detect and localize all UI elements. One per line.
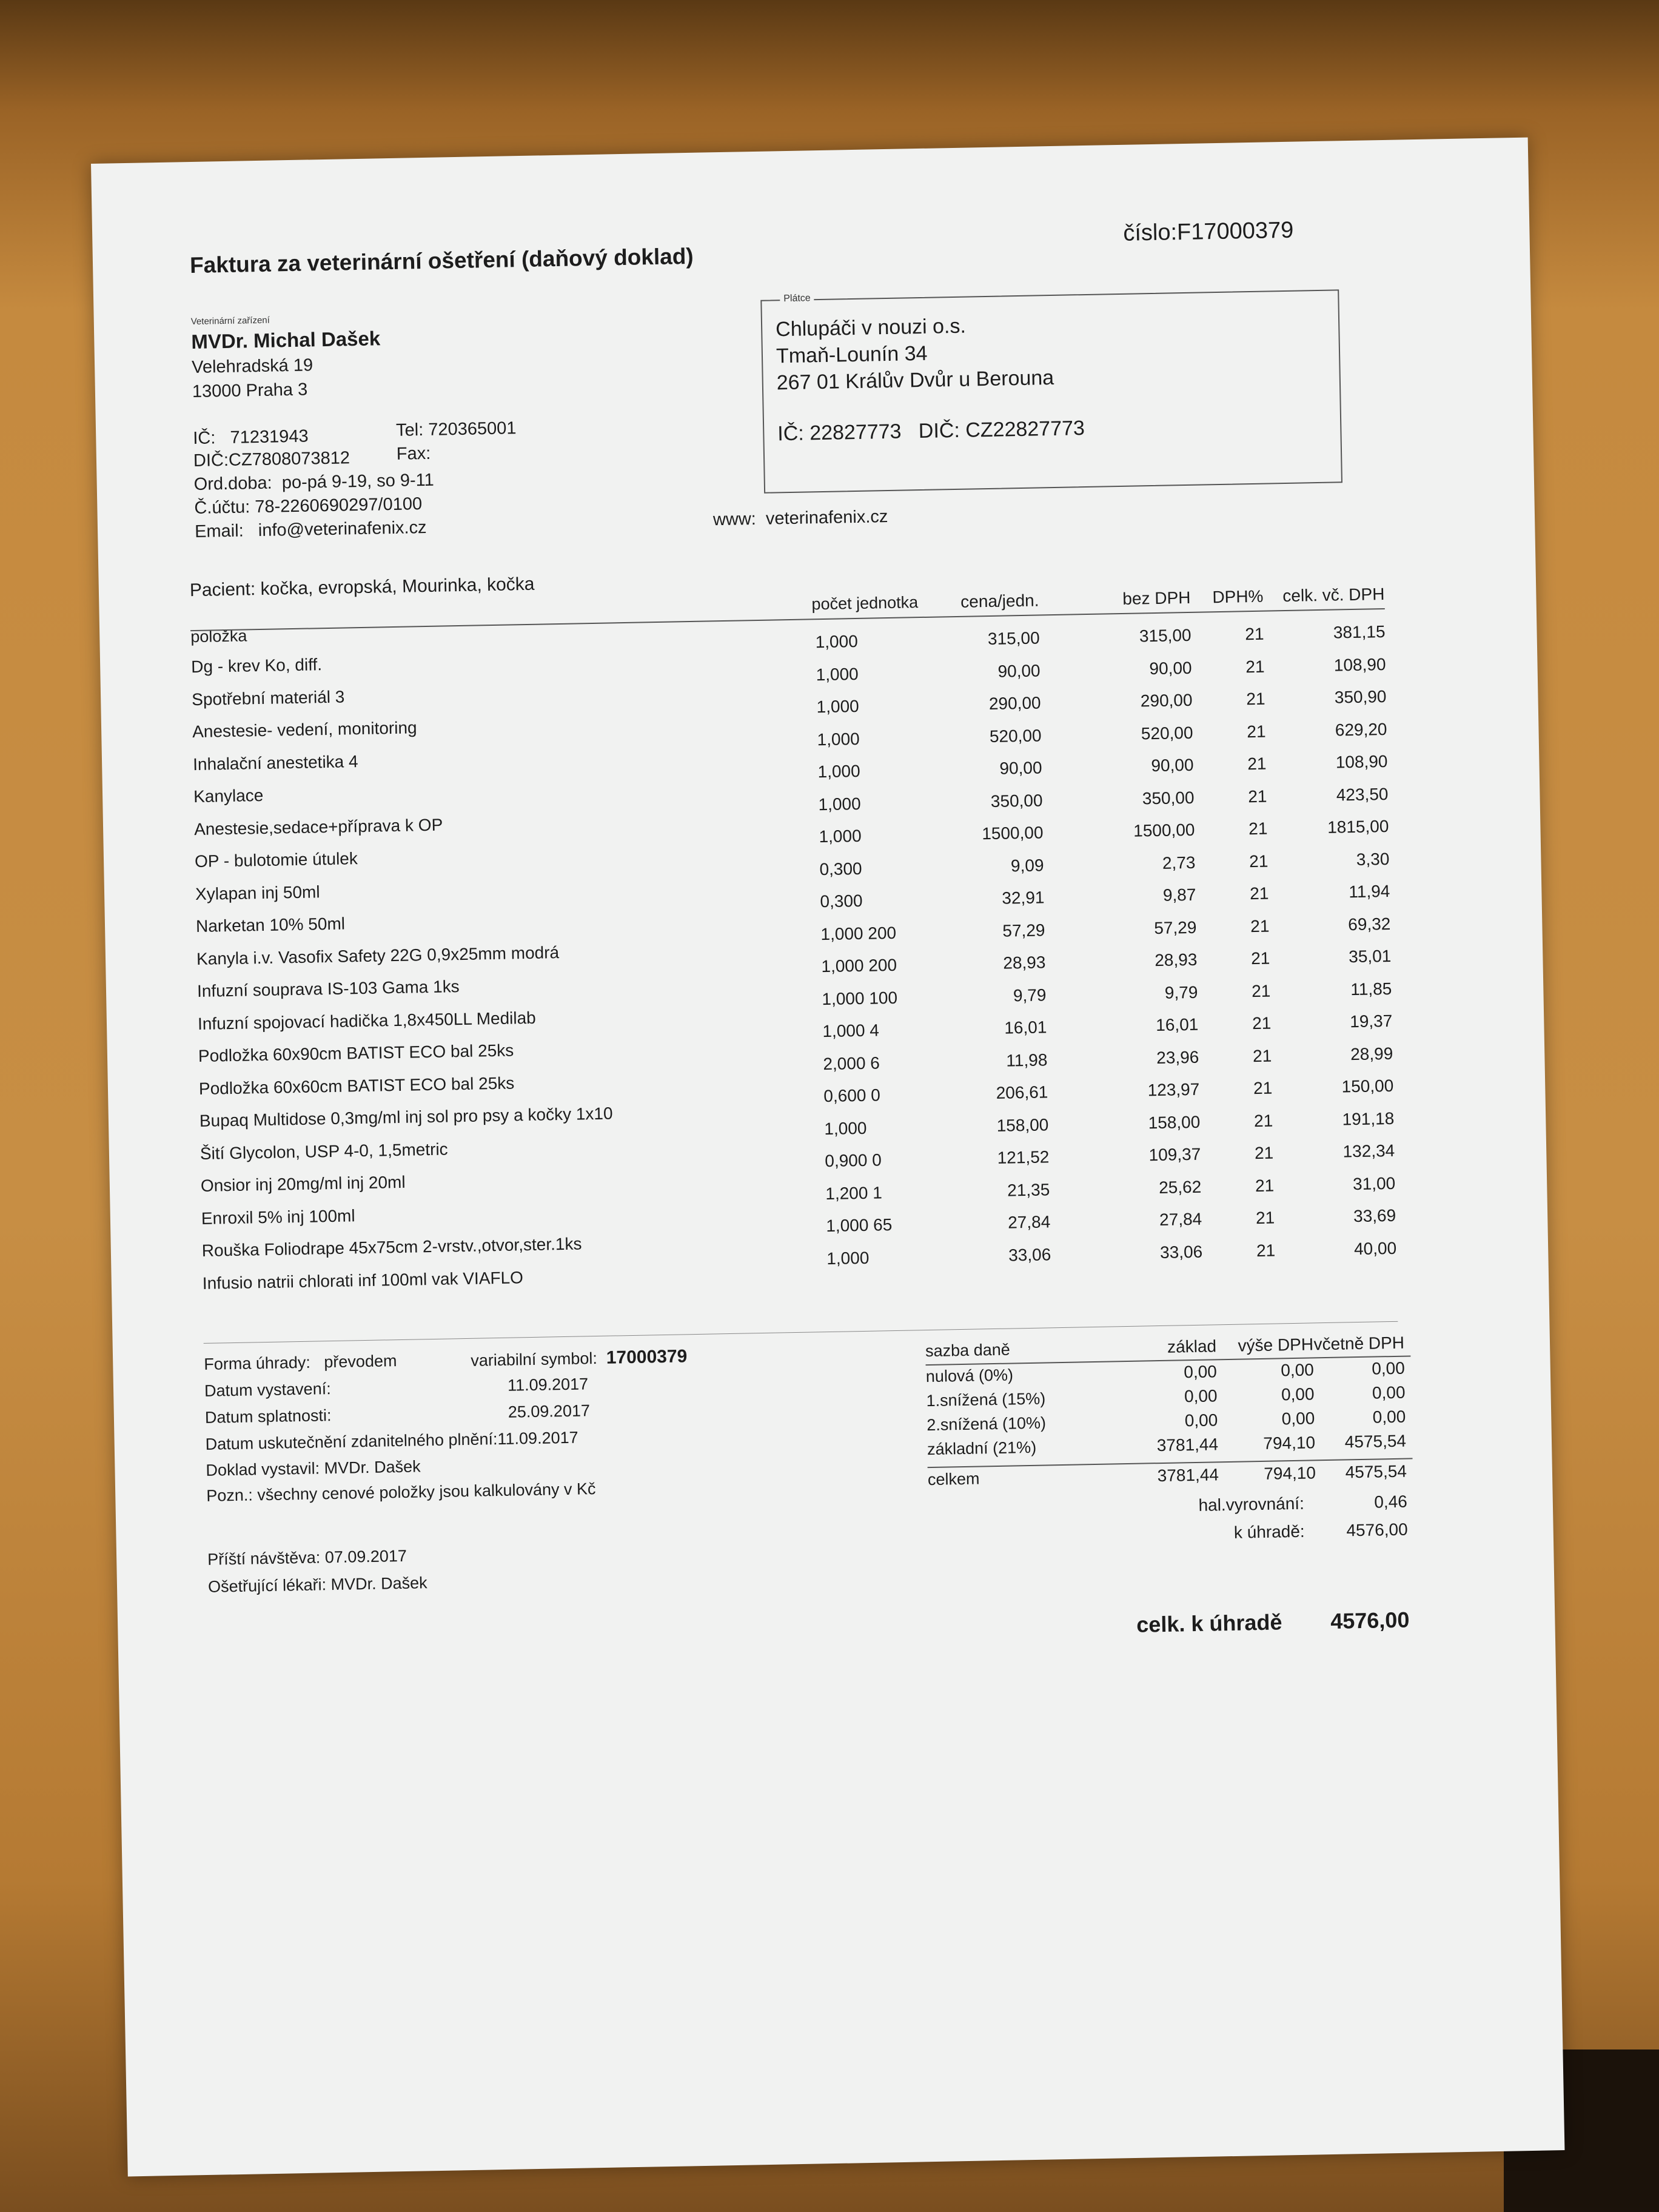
item-unit-price: 9,09 bbox=[1010, 855, 1044, 875]
payer-dic-label: DIČ: bbox=[918, 418, 960, 443]
seller-street: Velehradská 19 bbox=[191, 355, 313, 378]
seller-fax: Fax: bbox=[396, 443, 431, 464]
item-total: 28,99 bbox=[1350, 1044, 1393, 1064]
vat-rate: 1.snížená (15%) bbox=[926, 1389, 1046, 1410]
item-qty: 1,000 200 bbox=[821, 955, 897, 976]
item-name: Infuzní spojovací hadička 1,8x450LL Medilab bbox=[197, 1008, 536, 1033]
item-vat-pct: 21 bbox=[1247, 786, 1267, 806]
rounding-label: hal.vyrovnání: bbox=[1198, 1493, 1305, 1515]
item-vat-pct: 21 bbox=[1251, 981, 1271, 1000]
item-total: 40,00 bbox=[1353, 1238, 1397, 1258]
vat-amount: 0,00 bbox=[1281, 1384, 1315, 1404]
variable-symbol-value: 17000379 bbox=[606, 1346, 688, 1368]
taxable-date-label: Datum uskutečnění zdanitelného plnění: bbox=[205, 1430, 498, 1453]
item-unit-price: 28,93 bbox=[1003, 953, 1046, 973]
item-total: 629,20 bbox=[1335, 719, 1387, 740]
seller-name: MVDr. Michal Dašek bbox=[191, 327, 381, 354]
invoice-title: Faktura za veterinární ošetření (daňový doklad) bbox=[189, 243, 694, 278]
seller-email-value: info@veterinafenix.cz bbox=[258, 517, 427, 541]
item-unit-price: 158,00 bbox=[996, 1114, 1049, 1135]
item-net: 2,73 bbox=[1162, 853, 1196, 873]
item-net: 109,37 bbox=[1148, 1144, 1201, 1165]
item-name: Onsior inj 20mg/ml inj 20ml bbox=[200, 1172, 406, 1195]
item-qty: 1,000 bbox=[819, 826, 862, 846]
payment-method-label: Forma úhrady: bbox=[204, 1353, 311, 1373]
seller-tel bbox=[396, 418, 517, 441]
item-net: 158,00 bbox=[1148, 1112, 1201, 1132]
item-unit-price: 27,84 bbox=[1007, 1212, 1051, 1232]
item-unit-price: 290,00 bbox=[988, 693, 1041, 714]
seller-hours bbox=[193, 471, 434, 495]
item-qty: 1,000 bbox=[815, 631, 859, 652]
issued-value: 11.09.2017 bbox=[507, 1375, 589, 1395]
col-header-vat-pct: DPH% bbox=[1212, 586, 1264, 607]
vat-incl: 0,00 bbox=[1371, 1358, 1406, 1378]
item-name: Dg - krev Ko, diff. bbox=[190, 655, 323, 677]
patient-line: Pacient: kočka, evropská, Mourinka, kočka bbox=[189, 574, 535, 601]
invoice-number-label: číslo: bbox=[1123, 220, 1178, 246]
seller-ic bbox=[193, 427, 309, 449]
item-qty: 0,300 bbox=[819, 859, 862, 879]
item-qty: 1,000 bbox=[817, 729, 860, 749]
item-unit-price: 121,52 bbox=[997, 1147, 1050, 1167]
col-header-qty-unit: počet jednotka bbox=[811, 593, 919, 614]
attending-doctor bbox=[208, 1574, 427, 1597]
item-name: OP - bulotomie útulek bbox=[194, 849, 358, 871]
item-net: 9,87 bbox=[1162, 885, 1196, 905]
item-vat-pct: 21 bbox=[1247, 722, 1266, 741]
item-name: Podložka 60x60cm BATIST ECO bal 25ks bbox=[198, 1073, 515, 1098]
item-name: Kanyla i.v. Vasofix Safety 22G 0,9x25mm modrá bbox=[196, 942, 560, 968]
item-total: 191,18 bbox=[1342, 1108, 1395, 1128]
item-net: 33,06 bbox=[1159, 1242, 1203, 1262]
attending-doctor-label: Ošetřující lékaři: bbox=[207, 1575, 327, 1596]
seller-www bbox=[713, 507, 888, 530]
taxable-date bbox=[205, 1429, 578, 1454]
item-unit-price: 520,00 bbox=[989, 725, 1042, 746]
payer-ids bbox=[777, 417, 1085, 446]
item-qty: 1,000 200 bbox=[820, 923, 897, 943]
seller-account bbox=[194, 494, 422, 518]
payer-city: 267 01 Králův Dvůr u Berouna bbox=[776, 366, 1054, 395]
item-unit-price: 9,79 bbox=[1013, 985, 1047, 1005]
vat-amount: 0,00 bbox=[1281, 1360, 1315, 1380]
item-net: 27,84 bbox=[1159, 1209, 1202, 1229]
item-total: 35,01 bbox=[1348, 946, 1392, 967]
variable-symbol-label: variabilní symbol: bbox=[471, 1349, 598, 1370]
attending-doctor-value: MVDr. Dašek bbox=[330, 1574, 427, 1594]
vat-base: 0,00 bbox=[1184, 1410, 1218, 1430]
vat-incl: 4575,54 bbox=[1344, 1431, 1407, 1452]
item-vat-pct: 21 bbox=[1248, 851, 1269, 871]
item-qty: 1,000 bbox=[818, 794, 861, 814]
item-vat-pct: 21 bbox=[1250, 948, 1270, 968]
vat-rate: 2.snížená (10%) bbox=[927, 1413, 1047, 1435]
item-vat-pct: 21 bbox=[1253, 1078, 1273, 1098]
item-vat-pct: 21 bbox=[1247, 754, 1267, 774]
payment-method bbox=[204, 1352, 397, 1374]
item-name: Infuzní souprava IS-103 Gama 1ks bbox=[196, 977, 460, 1001]
seller-email-label: Email: bbox=[194, 521, 244, 541]
item-net: 290,00 bbox=[1140, 690, 1193, 711]
item-net: 28,93 bbox=[1155, 950, 1198, 970]
item-vat-pct: 21 bbox=[1252, 1046, 1272, 1065]
item-name: Kanylace bbox=[193, 785, 264, 806]
grand-total-label: celk. k úhradě bbox=[1136, 1609, 1282, 1637]
vat-amount: 794,10 bbox=[1263, 1433, 1316, 1453]
item-unit-price: 350,00 bbox=[990, 790, 1043, 811]
item-vat-pct: 21 bbox=[1245, 624, 1264, 644]
item-qty: 1,000 bbox=[824, 1118, 867, 1138]
seller-ic-value: 71231943 bbox=[230, 426, 309, 447]
item-total: 19,37 bbox=[1349, 1011, 1393, 1031]
item-net: 520,00 bbox=[1141, 723, 1193, 743]
item-name: Spotřební materiál 3 bbox=[191, 686, 345, 709]
vat-total-vat: 794,10 bbox=[1263, 1463, 1316, 1483]
item-qty: 1,000 bbox=[826, 1248, 870, 1268]
payer-box bbox=[760, 289, 1342, 493]
payer-dic-value: CZ22827773 bbox=[965, 417, 1085, 442]
seller-caption: Veterinární zařízení bbox=[190, 315, 270, 327]
item-total: 11,94 bbox=[1349, 881, 1390, 902]
issuer bbox=[206, 1457, 421, 1480]
vat-incl: 0,00 bbox=[1372, 1407, 1406, 1427]
grand-total-value: 4576,00 bbox=[1330, 1607, 1410, 1634]
item-net: 123,97 bbox=[1147, 1079, 1200, 1100]
seller-tel-label: Tel: bbox=[395, 420, 424, 440]
seller-dic-label: DIČ: bbox=[193, 450, 229, 471]
seller-hours-value: po-pá 9-19, so 9-11 bbox=[281, 470, 435, 493]
item-name: Bupaq Multidose 0,3mg/ml inj sol pro psy a kočky 1x10 bbox=[199, 1104, 613, 1130]
item-qty: 1,200 1 bbox=[825, 1182, 883, 1203]
seller-account-label: Č.účtu: bbox=[194, 497, 250, 518]
due-value: 25.09.2017 bbox=[508, 1401, 591, 1421]
item-vat-pct: 21 bbox=[1250, 916, 1270, 936]
seller-tel-value: 720365001 bbox=[428, 418, 517, 440]
currency-note: Pozn.: všechny cenové položky jsou kalkulovány v Kč bbox=[206, 1480, 596, 1505]
item-total: 108,90 bbox=[1333, 654, 1386, 675]
vat-base: 0,00 bbox=[1184, 1386, 1218, 1406]
next-visit bbox=[207, 1547, 407, 1569]
due-label: Datum splatnosti: bbox=[204, 1406, 332, 1427]
item-qty: 1,000 bbox=[816, 664, 859, 684]
item-net: 23,96 bbox=[1156, 1047, 1199, 1067]
item-total: 3,30 bbox=[1356, 849, 1390, 869]
invoice-paper bbox=[91, 138, 1564, 2177]
vat-amount: 0,00 bbox=[1281, 1409, 1315, 1429]
payer-ic-label: IČ: bbox=[777, 421, 805, 446]
seller-dic-value: CZ7808073812 bbox=[228, 448, 350, 470]
item-total: 31,00 bbox=[1352, 1173, 1396, 1193]
invoice-number-value: F17000379 bbox=[1176, 217, 1294, 246]
payment-method-value: převodem bbox=[324, 1352, 397, 1372]
item-net: 16,01 bbox=[1155, 1014, 1199, 1035]
item-vat-pct: 21 bbox=[1255, 1176, 1275, 1195]
item-vat-pct: 21 bbox=[1246, 689, 1265, 709]
item-name: Inhalační anestetika 4 bbox=[192, 751, 358, 774]
vat-rate: nulová (0%) bbox=[925, 1366, 1014, 1386]
item-net: 25,62 bbox=[1158, 1177, 1202, 1197]
vat-total-incl: 4575,54 bbox=[1345, 1461, 1407, 1482]
item-vat-pct: 21 bbox=[1248, 819, 1268, 839]
item-name: Enroxil 5% inj 100ml bbox=[201, 1205, 355, 1228]
payer-name: Chlupáči v nouzi o.s. bbox=[775, 314, 967, 341]
item-name: Xylapan inj 50ml bbox=[195, 882, 320, 903]
vat-base: 3781,44 bbox=[1156, 1435, 1219, 1455]
col-header-total: celk. vč. DPH bbox=[1282, 585, 1385, 606]
item-name: Infusio natrii chlorati inf 100ml vak VIAFLO bbox=[202, 1267, 524, 1293]
item-qty: 1,000 bbox=[817, 761, 860, 782]
item-unit-price: 33,06 bbox=[1008, 1244, 1051, 1265]
vat-incl: 0,00 bbox=[1372, 1382, 1406, 1403]
item-vat-pct: 21 bbox=[1245, 657, 1265, 676]
variable-symbol bbox=[471, 1346, 688, 1371]
item-total: 150,00 bbox=[1341, 1076, 1394, 1096]
col-header-item: položka bbox=[190, 626, 247, 646]
item-vat-pct: 21 bbox=[1255, 1208, 1275, 1228]
item-vat-pct: 21 bbox=[1256, 1241, 1276, 1260]
seller-hours-label: Ord.doba: bbox=[193, 473, 272, 494]
item-unit-price: 11,98 bbox=[1006, 1050, 1048, 1070]
payer-street: Tmaň-Lounín 34 bbox=[776, 341, 928, 368]
item-qty: 0,600 0 bbox=[823, 1085, 881, 1106]
item-vat-pct: 21 bbox=[1254, 1143, 1274, 1163]
item-qty: 0,900 0 bbox=[825, 1150, 882, 1171]
taxable-date-value: 11.09.2017 bbox=[497, 1428, 578, 1449]
issuer-value: MVDr. Dašek bbox=[324, 1457, 421, 1478]
item-unit-price: 206,61 bbox=[996, 1082, 1048, 1102]
item-total: 108,90 bbox=[1335, 751, 1388, 772]
item-unit-price: 32,91 bbox=[1002, 888, 1045, 908]
item-net: 9,79 bbox=[1164, 982, 1198, 1002]
seller-ic-label: IČ: bbox=[193, 428, 216, 448]
item-net: 1500,00 bbox=[1133, 820, 1195, 840]
item-unit-price: 90,00 bbox=[997, 660, 1041, 681]
vat-rate: základní (21%) bbox=[927, 1438, 1037, 1459]
item-qty: 1,000 4 bbox=[822, 1021, 880, 1041]
seller-city: 13000 Praha 3 bbox=[192, 380, 308, 402]
item-name: Anestesie- vedení, monitoring bbox=[192, 718, 417, 742]
seller-www-value: veterinafenix.cz bbox=[765, 507, 888, 529]
to-pay-value: 4576,00 bbox=[1346, 1520, 1408, 1540]
item-net: 350,00 bbox=[1142, 788, 1195, 808]
item-unit-price: 21,35 bbox=[1007, 1179, 1050, 1200]
vat-header-base: základ bbox=[1167, 1336, 1217, 1356]
item-total: 1815,00 bbox=[1327, 816, 1389, 837]
item-name: Anestesie,sedace+příprava k OP bbox=[193, 815, 443, 839]
vat-header-incl: včetně DPH bbox=[1313, 1333, 1405, 1354]
next-visit-label: Příští návštěva: bbox=[207, 1548, 321, 1569]
payer-caption: Plátce bbox=[780, 293, 814, 304]
item-name: Šití Glycolon, USP 4-0, 1,5metric bbox=[199, 1139, 448, 1163]
item-unit-price: 1500,00 bbox=[981, 823, 1044, 843]
payer-ic-value: 22827773 bbox=[809, 420, 902, 445]
item-vat-pct: 21 bbox=[1252, 1013, 1272, 1033]
item-qty: 1,000 bbox=[816, 696, 859, 717]
item-vat-pct: 21 bbox=[1253, 1111, 1273, 1130]
vat-header-rate: sazba daně bbox=[925, 1340, 1010, 1361]
seller-account-value: 78-2260690297/0100 bbox=[255, 494, 423, 517]
next-visit-value: 07.09.2017 bbox=[324, 1546, 407, 1567]
vat-header-vat: výše DPH bbox=[1238, 1335, 1314, 1355]
seller-email bbox=[195, 518, 427, 542]
item-unit-price: 57,29 bbox=[1002, 920, 1045, 940]
item-total: 69,32 bbox=[1347, 914, 1391, 934]
item-total: 132,34 bbox=[1342, 1141, 1395, 1161]
rounding-value: 0,46 bbox=[1374, 1492, 1408, 1512]
seller-www-label: www: bbox=[712, 509, 757, 530]
item-unit-price: 315,00 bbox=[987, 628, 1040, 649]
item-net: 57,29 bbox=[1154, 917, 1197, 937]
item-net: 315,00 bbox=[1139, 625, 1191, 646]
item-net: 90,00 bbox=[1149, 658, 1192, 678]
item-qty: 2,000 6 bbox=[823, 1053, 880, 1073]
item-qty: 0,300 bbox=[820, 891, 863, 911]
col-header-net: bez DPH bbox=[1122, 588, 1191, 608]
col-header-unit-price: cena/jedn. bbox=[960, 591, 1039, 611]
item-unit-price: 16,01 bbox=[1004, 1017, 1047, 1037]
item-total: 350,90 bbox=[1334, 686, 1387, 707]
seller-dic bbox=[193, 448, 350, 471]
item-name: Rouška Foliodrape 45x75cm 2-vrstv.,otvor,ster.1ks bbox=[201, 1234, 582, 1260]
item-total: 33,69 bbox=[1353, 1205, 1396, 1226]
to-pay-label: k úhradě: bbox=[1233, 1521, 1305, 1542]
item-unit-price: 90,00 bbox=[999, 758, 1042, 778]
vat-total-base: 3781,44 bbox=[1157, 1465, 1219, 1486]
item-total: 381,15 bbox=[1333, 622, 1386, 642]
vat-base: 0,00 bbox=[1184, 1362, 1218, 1382]
issued-label: Datum vystavení: bbox=[204, 1379, 331, 1400]
item-vat-pct: 21 bbox=[1249, 883, 1269, 903]
vat-total-rate: celkem bbox=[927, 1469, 980, 1489]
issuer-label: Doklad vystavil: bbox=[206, 1459, 320, 1480]
item-name: Narketan 10% 50ml bbox=[195, 914, 346, 936]
item-qty: 1,000 65 bbox=[826, 1215, 893, 1236]
item-total: 11,85 bbox=[1350, 979, 1392, 999]
item-net: 90,00 bbox=[1151, 755, 1194, 776]
invoice-number bbox=[1123, 218, 1294, 247]
item-qty: 1,000 100 bbox=[822, 988, 898, 1008]
item-total: 423,50 bbox=[1336, 784, 1389, 805]
item-name: Podložka 60x90cm BATIST ECO bal 25ks bbox=[198, 1041, 514, 1066]
